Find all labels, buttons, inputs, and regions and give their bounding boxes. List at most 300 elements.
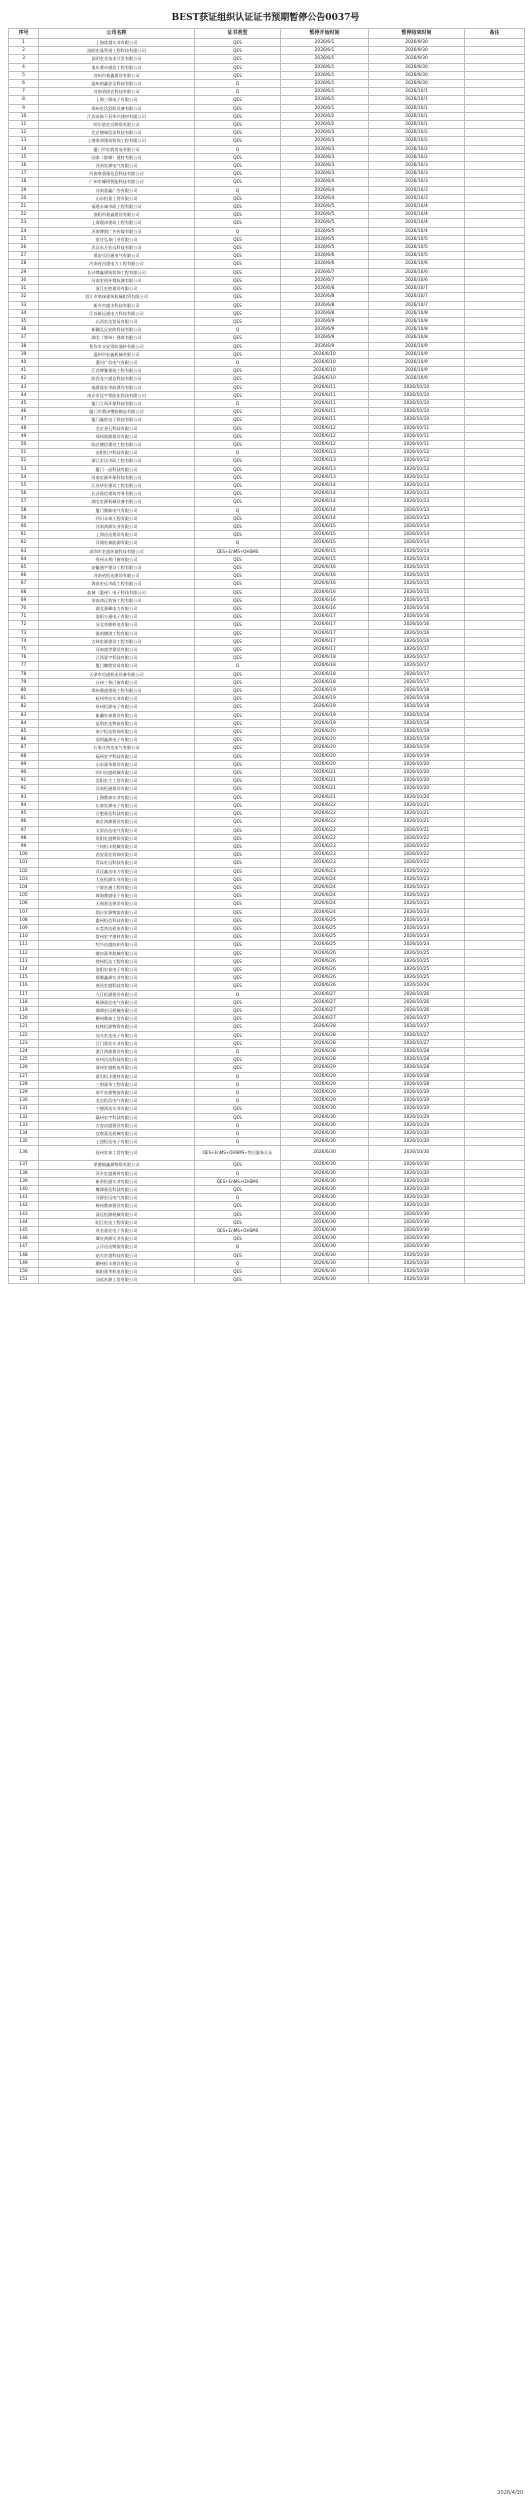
row-index: 136: [9, 1146, 39, 1161]
table-row: [9, 522, 525, 530]
cert-type: QES: [195, 957, 281, 965]
table-row: [9, 719, 525, 727]
start-date: 2026/6/11: [281, 399, 369, 407]
cert-type: QES: [195, 941, 281, 949]
remark: [465, 1072, 525, 1080]
table-row: [9, 1039, 525, 1047]
table-row: [9, 596, 525, 604]
row-index: 45: [9, 399, 39, 407]
row-index: 10: [9, 112, 39, 120]
start-date: 2026/6/17: [281, 637, 369, 645]
cert-type: QES: [195, 440, 281, 448]
start-date: 2026/6/3: [281, 145, 369, 153]
company-name: 上饶恒达电子有限公司: [39, 1138, 195, 1146]
start-date: 2026/6/15: [281, 547, 369, 555]
cert-type: QES: [195, 687, 281, 695]
row-index: 34: [9, 309, 39, 317]
end-date: 2026/10/30: [369, 1276, 465, 1284]
remark: [465, 309, 525, 317]
cert-type: Q: [195, 1080, 281, 1088]
row-index: 149: [9, 1259, 39, 1267]
table-row: [9, 531, 525, 539]
table-row: [9, 399, 525, 407]
end-date: 2026/10/21: [369, 810, 465, 818]
cert-type: Q: [195, 1121, 281, 1129]
table-row: [9, 145, 525, 153]
remark: [465, 137, 525, 145]
remark: [465, 949, 525, 957]
end-date: 2026/9/30: [369, 47, 465, 55]
table-row: [9, 55, 525, 63]
row-index: 23: [9, 219, 39, 227]
row-index: 114: [9, 965, 39, 973]
remark: [465, 793, 525, 801]
row-index: 79: [9, 678, 39, 686]
company-name: 晋江市豪扬建筑机械租赁有限公司: [39, 293, 195, 301]
table-row: [9, 1064, 525, 1072]
table-row: [9, 1056, 525, 1064]
col-header-remark: 备注: [465, 29, 525, 39]
remark: [465, 785, 525, 793]
start-date: 2026/6/19: [281, 719, 369, 727]
table-row: [9, 317, 525, 325]
table-row: [9, 88, 525, 96]
company-name: 茂名嘉宏电子有限公司: [39, 1227, 195, 1235]
table-row: [9, 1080, 525, 1088]
start-date: 2026/6/28: [281, 1031, 369, 1039]
company-name: 长春宏源电子有限公司: [39, 801, 195, 809]
start-date: 2026/6/28: [281, 1056, 369, 1064]
table-row: [9, 1161, 525, 1169]
remark: [465, 613, 525, 621]
company-name: 抚州宏泰工贸有限公司: [39, 1146, 195, 1161]
start-date: 2026/6/9: [281, 326, 369, 334]
cert-type: QES: [195, 580, 281, 588]
company-name: 山东恒嘉工贸有限公司: [39, 194, 195, 202]
start-date: 2026/6/10: [281, 367, 369, 375]
table-row: [9, 1186, 525, 1194]
table-row: [9, 416, 525, 424]
cert-type: QES: [195, 39, 281, 47]
table-row: [9, 293, 525, 301]
row-index: 17: [9, 170, 39, 178]
end-date: 2026/10/14: [369, 547, 465, 555]
row-index: 109: [9, 924, 39, 932]
cert-type: Q: [195, 662, 281, 670]
remark: [465, 892, 525, 900]
remark: [465, 564, 525, 572]
table-row: [9, 933, 525, 941]
start-date: 2026/6/30: [281, 1146, 369, 1161]
remark: [465, 1039, 525, 1047]
cert-type: QES: [195, 178, 281, 186]
start-date: 2026/6/26: [281, 974, 369, 982]
cert-type: Q: [195, 227, 281, 235]
row-index: 49: [9, 432, 39, 440]
end-date: 2026/10/21: [369, 826, 465, 834]
start-date: 2026/6/17: [281, 613, 369, 621]
remark: [465, 719, 525, 727]
table-row: [9, 646, 525, 654]
row-index: 68: [9, 588, 39, 596]
start-date: 2026/6/30: [281, 1105, 369, 1113]
row-index: 148: [9, 1251, 39, 1259]
row-index: 110: [9, 933, 39, 941]
remark: [465, 506, 525, 514]
end-date: 2026/10/30: [369, 1243, 465, 1251]
company-name: 湘潭宏远机械有限公司: [39, 1006, 195, 1014]
row-index: 113: [9, 957, 39, 965]
end-date: 2026/10/20: [369, 769, 465, 777]
row-index: 47: [9, 416, 39, 424]
row-index: 15: [9, 153, 39, 161]
end-date: 2026/10/7: [369, 285, 465, 293]
company-name: 上海豪邦建筑装饰工程有限公司: [39, 137, 195, 145]
row-index: 87: [9, 744, 39, 752]
company-name: 湖北宏源机械设备有限公司: [39, 498, 195, 506]
remark: [465, 703, 525, 711]
row-index: 134: [9, 1130, 39, 1138]
remark: [465, 1056, 525, 1064]
row-index: 138: [9, 1169, 39, 1177]
row-index: 11: [9, 121, 39, 129]
table-row: [9, 793, 525, 801]
end-date: 2026/10/18: [369, 703, 465, 711]
table-row: [9, 826, 525, 834]
table-row: [9, 104, 525, 112]
table-row: [9, 260, 525, 268]
company-name: 长沙博鑫建筑装饰工程有限公司: [39, 268, 195, 276]
remark: [465, 285, 525, 293]
start-date: 2026/6/10: [281, 350, 369, 358]
row-index: 64: [9, 555, 39, 563]
table-row: [9, 785, 525, 793]
company-name: 江苏华宏建设工程有限公司: [39, 481, 195, 489]
table-row: [9, 506, 525, 514]
remark: [465, 711, 525, 719]
company-name: 湖北嘉峰电力有限公司: [39, 605, 195, 613]
company-name: 常州宏宇建材有限公司: [39, 933, 195, 941]
company-name: 珠海鼎盛电子有限公司: [39, 892, 195, 900]
end-date: 2026/10/27: [369, 1015, 465, 1023]
start-date: 2026/6/12: [281, 432, 369, 440]
cert-type: QES: [195, 629, 281, 637]
end-date: 2026/10/3: [369, 162, 465, 170]
end-date: 2026/10/18: [369, 719, 465, 727]
company-name: 四川昌盛机械有限公司: [39, 769, 195, 777]
row-index: 89: [9, 760, 39, 768]
table-row: [9, 457, 525, 465]
cert-type: QES: [195, 555, 281, 563]
table-row: [9, 71, 525, 79]
end-date: 2026/10/11: [369, 424, 465, 432]
row-index: 16: [9, 162, 39, 170]
cert-type: QES: [195, 777, 281, 785]
cert-type: QES: [195, 153, 281, 161]
end-date: 2026/10/24: [369, 908, 465, 916]
company-name: 天津市昌盛机电设备有限公司: [39, 670, 195, 678]
end-date: 2026/10/30: [369, 1251, 465, 1259]
table-row: [9, 834, 525, 842]
remark: [465, 1202, 525, 1210]
end-date: 2026/10/28: [369, 1064, 465, 1072]
end-date: 2026/10/10: [369, 399, 465, 407]
start-date: 2026/6/30: [281, 1227, 369, 1235]
remark: [465, 687, 525, 695]
end-date: 2026/10/20: [369, 777, 465, 785]
end-date: 2026/10/16: [369, 629, 465, 637]
row-index: 35: [9, 317, 39, 325]
remark: [465, 194, 525, 202]
start-date: 2026/6/20: [281, 736, 369, 744]
table-row: [9, 1259, 525, 1267]
row-index: 123: [9, 1039, 39, 1047]
remark: [465, 88, 525, 96]
table-row: [9, 203, 525, 211]
table-row: [9, 974, 525, 982]
end-date: 2026/10/18: [369, 687, 465, 695]
table-row: [9, 1023, 525, 1031]
remark: [465, 490, 525, 498]
remark: [465, 514, 525, 522]
end-date: 2026/10/2: [369, 153, 465, 161]
start-date: 2026/6/30: [281, 1276, 369, 1284]
company-name: 洛阳宏泰电子有限公司: [39, 965, 195, 973]
cert-type: QES: [195, 974, 281, 982]
table-row: [9, 1194, 525, 1202]
start-date: 2026/6/24: [281, 883, 369, 891]
company-name: 安徽通宇建设工程有限公司: [39, 564, 195, 572]
remark: [465, 842, 525, 850]
row-index: 48: [9, 424, 39, 432]
start-date: 2026/6/2: [281, 112, 369, 120]
company-name: 武汉鑫达电力有限公司: [39, 867, 195, 875]
row-index: 150: [9, 1268, 39, 1276]
company-name: 深圳鑫源电子有限公司: [39, 736, 195, 744]
company-name: 哈尔滨宏远物资有限公司: [39, 121, 195, 129]
cert-type: Q: [195, 145, 281, 153]
start-date: 2026/6/17: [281, 629, 369, 637]
remark: [465, 235, 525, 243]
remark: [465, 646, 525, 654]
row-index: 56: [9, 490, 39, 498]
cert-type: QES: [195, 367, 281, 375]
remark: [465, 1210, 525, 1218]
row-index: 40: [9, 358, 39, 366]
company-name: 上海昌达建设有限公司: [39, 531, 195, 539]
company-name: 上海鼎泰实业有限公司: [39, 793, 195, 801]
start-date: 2026/6/19: [281, 711, 369, 719]
row-index: 22: [9, 211, 39, 219]
start-date: 2026/6/14: [281, 498, 369, 506]
company-name: 西安嘉宏装饰有限公司: [39, 851, 195, 859]
remark: [465, 1161, 525, 1169]
company-name: 云浮昌达物流有限公司: [39, 1243, 195, 1251]
cert-type: QES: [195, 219, 281, 227]
remark: [465, 1006, 525, 1014]
company-name: 洋浦宏森能源有限公司: [39, 539, 195, 547]
company-name: 济南鸿运装饰工程有限公司: [39, 596, 195, 604]
end-date: 2026/10/20: [369, 760, 465, 768]
cert-type: QES: [195, 1251, 281, 1259]
company-name: 湛江鸿源建设有限公司: [39, 1047, 195, 1055]
start-date: 2026/6/12: [281, 424, 369, 432]
end-date: 2026/10/4: [369, 203, 465, 211]
cert-type: QES: [195, 736, 281, 744]
start-date: 2026/6/10: [281, 358, 369, 366]
end-date: 2026/10/23: [369, 883, 465, 891]
remark: [465, 728, 525, 736]
start-date: 2026/6/5: [281, 235, 369, 243]
remark: [465, 129, 525, 137]
remark: [465, 260, 525, 268]
remark: [465, 375, 525, 383]
end-date: 2026/10/16: [369, 621, 465, 629]
cert-type: QES: [195, 818, 281, 826]
table-row: [9, 908, 525, 916]
company-name: 温州市宏鑫机械有限公司: [39, 350, 195, 358]
table-row: [9, 990, 525, 998]
company-name: 漳州宏盛机电有限公司: [39, 1064, 195, 1072]
company-name: 合肥嘉信科技有限公司: [39, 810, 195, 818]
company-name: 莆田恒丰建材有限公司: [39, 1072, 195, 1080]
remark: [465, 908, 525, 916]
start-date: 2026/6/27: [281, 1015, 369, 1023]
start-date: 2026/6/20: [281, 744, 369, 752]
cert-type: QES: [195, 1064, 281, 1072]
company-name: 邯郸鑫源实业有限公司: [39, 974, 195, 982]
row-index: 73: [9, 629, 39, 637]
start-date: 2026/6/2: [281, 121, 369, 129]
end-date: 2026/10/17: [369, 662, 465, 670]
start-date: 2026/6/29: [281, 1089, 369, 1097]
end-date: 2026/10/18: [369, 695, 465, 703]
start-date: 2026/6/8: [281, 293, 369, 301]
start-date: 2026/6/23: [281, 867, 369, 875]
remark: [465, 744, 525, 752]
end-date: 2026/10/26: [369, 998, 465, 1006]
cert-type: QES: [195, 965, 281, 973]
start-date: 2026/6/30: [281, 1169, 369, 1177]
company-name: 安阳恒兴科技有限公司: [39, 449, 195, 457]
start-date: 2026/6/20: [281, 728, 369, 736]
row-index: 144: [9, 1218, 39, 1226]
row-index: 75: [9, 646, 39, 654]
remark: [465, 1089, 525, 1097]
end-date: 2026/10/5: [369, 244, 465, 252]
cert-type: QES: [195, 235, 281, 243]
start-date: 2026/6/18: [281, 670, 369, 678]
remark: [465, 227, 525, 235]
row-index: 18: [9, 178, 39, 186]
table-row: [9, 1121, 525, 1129]
remark: [465, 1064, 525, 1072]
end-date: 2026/10/30: [369, 1177, 465, 1185]
end-date: 2026/10/1: [369, 121, 465, 129]
row-index: 6: [9, 80, 39, 88]
remark: [465, 760, 525, 768]
start-date: 2026/6/29: [281, 1097, 369, 1105]
remark: [465, 39, 525, 47]
end-date: 2026/10/17: [369, 654, 465, 662]
start-date: 2026/6/17: [281, 646, 369, 654]
row-index: 121: [9, 1023, 39, 1031]
remark: [465, 219, 525, 227]
company-name: 大连恒源实业有限公司: [39, 875, 195, 883]
start-date: 2026/6/22: [281, 826, 369, 834]
company-name: 株洲嘉信电气有限公司: [39, 998, 195, 1006]
table-row: [9, 875, 525, 883]
cert-type: QES: [195, 728, 281, 736]
remark: [465, 941, 525, 949]
table-row: [9, 916, 525, 924]
row-index: 85: [9, 728, 39, 736]
table-row: [9, 391, 525, 399]
table-row: [9, 47, 525, 55]
row-index: 21: [9, 203, 39, 211]
cert-type: QES: [195, 1039, 281, 1047]
end-date: 2026/10/12: [369, 465, 465, 473]
cert-type: QES: [195, 588, 281, 596]
start-date: 2026/6/24: [281, 900, 369, 908]
table-row: [9, 818, 525, 826]
remark: [465, 572, 525, 580]
end-date: 2026/10/19: [369, 736, 465, 744]
start-date: 2026/6/17: [281, 621, 369, 629]
row-index: 53: [9, 465, 39, 473]
cert-type: QES: [195, 1161, 281, 1169]
start-date: 2026/6/29: [281, 1064, 369, 1072]
remark: [465, 982, 525, 990]
row-index: 130: [9, 1097, 39, 1105]
remark: [465, 326, 525, 334]
remark: [465, 80, 525, 88]
company-name: 吉安昌盛建设有限公司: [39, 1121, 195, 1129]
table-row: [9, 424, 525, 432]
start-date: 2026/6/18: [281, 654, 369, 662]
table-row: [9, 252, 525, 260]
end-date: 2026/10/19: [369, 752, 465, 760]
table-row: [9, 1251, 525, 1259]
row-index: 57: [9, 498, 39, 506]
start-date: 2026/6/30: [281, 1251, 369, 1259]
row-index: 28: [9, 260, 39, 268]
cert-type: QES: [195, 317, 281, 325]
company-name: 宿迁弘泰门业有限公司: [39, 235, 195, 243]
table-row: [9, 194, 525, 202]
row-index: 26: [9, 244, 39, 252]
remark: [465, 998, 525, 1006]
end-date: 2026/10/28: [369, 1072, 465, 1080]
remark: [465, 834, 525, 842]
end-date: 2026/10/16: [369, 613, 465, 621]
table-row: [9, 941, 525, 949]
cert-type: Q: [195, 88, 281, 96]
end-date: 2026/10/28: [369, 1047, 465, 1055]
remark: [465, 244, 525, 252]
company-name: 河南博奥广告传媒有限公司: [39, 227, 195, 235]
start-date: 2026/6/11: [281, 391, 369, 399]
cert-type: QES: [195, 646, 281, 654]
company-name: 漯河广信电气有限公司: [39, 358, 195, 366]
start-date: 2026/6/11: [281, 383, 369, 391]
start-date: 2026/6/16: [281, 596, 369, 604]
end-date: 2026/10/13: [369, 490, 465, 498]
cert-type: QES: [195, 900, 281, 908]
table-row: [9, 1113, 525, 1121]
company-name: 河源宏远电气有限公司: [39, 1194, 195, 1202]
end-date: 2026/10/15: [369, 564, 465, 572]
